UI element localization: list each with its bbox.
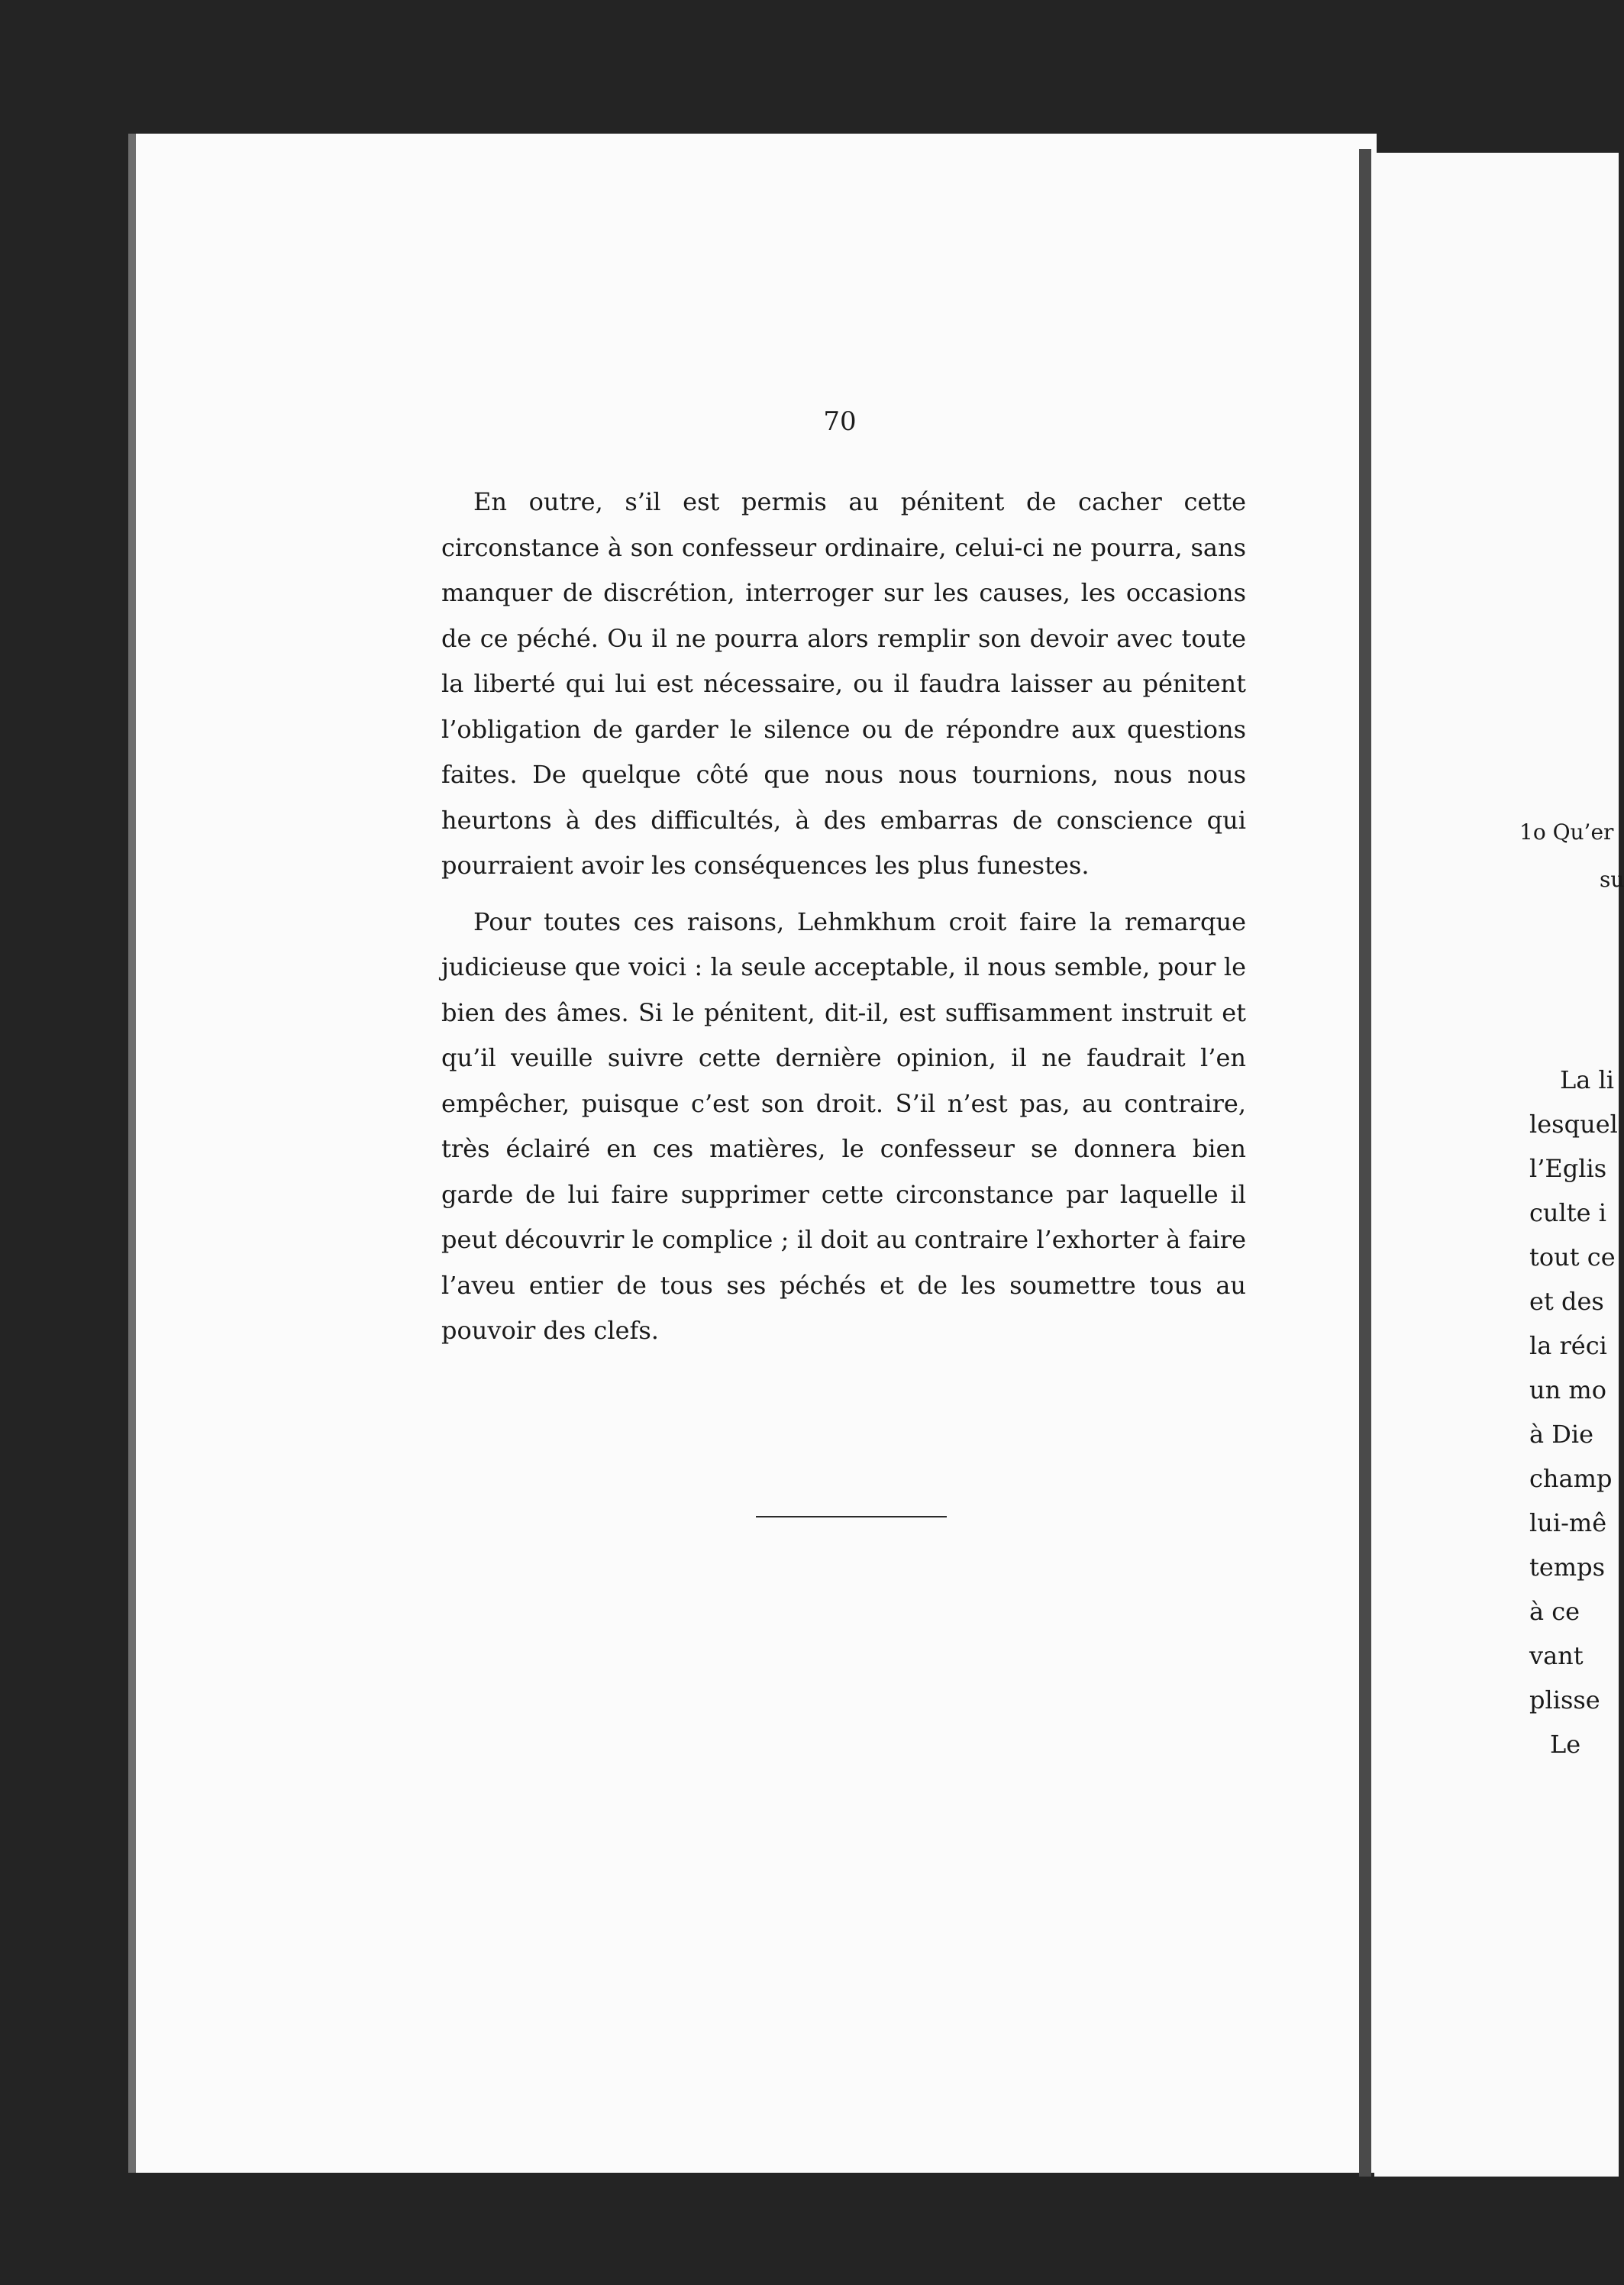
right-line: vant <box>1529 1641 1584 1670</box>
paragraph: En outre, s’il est permis au pénitent de cacher cette circonstance à son confesseur ordinaire, celui-ci ne pourra, sans manquer de discrétion, interroger sur les causes, les occasions de ce péché. Ou il ne pourra alors remplir son devoir avec toute la liberté qui lui est nécessaire, ou il faudra laisser au pénitent l’obligation de garder le silence ou de répondre aux questions faites. De quelque côté que nous nous tournions, nous nous heurtons à des difficultés, à des embarras de conscience qui pourraient avoir les conséquences les plus funestes. <box>441 487 1246 880</box>
right-heading-line: su <box>1600 867 1624 892</box>
right-line: champ <box>1529 1464 1613 1493</box>
paragraph: Pour toutes ces raisons, Lehmkhum croit faire la remarque judicieuse que voici : la seule acceptable, il nous semble, pour le bien des âmes. Si le pénitent, dit-il, est suffisamment instruit et qu’il veuille suivre cette dernière opinion, il ne faudrait l’en empêcher, puisque c’est son droit. S’il n’est pas, au contraire, très éclairé en ces matières, le confesseur se donnera bien garde de lui faire supprimer cette circonstance par laquelle il peut découvrir le complice ; il doit au contraire l’exhorter à faire l’aveu entier de tous ses péchés et de les soumettre tous au pouvoir des clefs. <box>441 907 1246 1345</box>
right-line: à Die <box>1529 1420 1594 1449</box>
right-heading-line: 1o Qu’er <box>1519 819 1614 845</box>
right-line: culte i <box>1529 1198 1606 1227</box>
body-text <box>441 480 1246 1365</box>
right-line: à ce <box>1529 1597 1580 1626</box>
right-line: tout ce <box>1529 1243 1616 1272</box>
right-line: La li <box>1560 1065 1614 1094</box>
right-line: lui-mê <box>1529 1508 1607 1537</box>
page-number: 70 <box>823 406 857 437</box>
right-line: temps <box>1529 1553 1606 1582</box>
right-line: et des <box>1529 1287 1604 1316</box>
right-line: Le <box>1550 1730 1581 1759</box>
right-line: plisse <box>1529 1685 1600 1715</box>
section-rule <box>756 1516 947 1517</box>
right-line: la réci <box>1529 1331 1607 1360</box>
right-line: un mo <box>1529 1375 1606 1404</box>
right-line: lesquel <box>1529 1110 1618 1139</box>
right-line: l’Eglis <box>1529 1154 1607 1183</box>
page-gutter <box>1359 149 1371 2177</box>
